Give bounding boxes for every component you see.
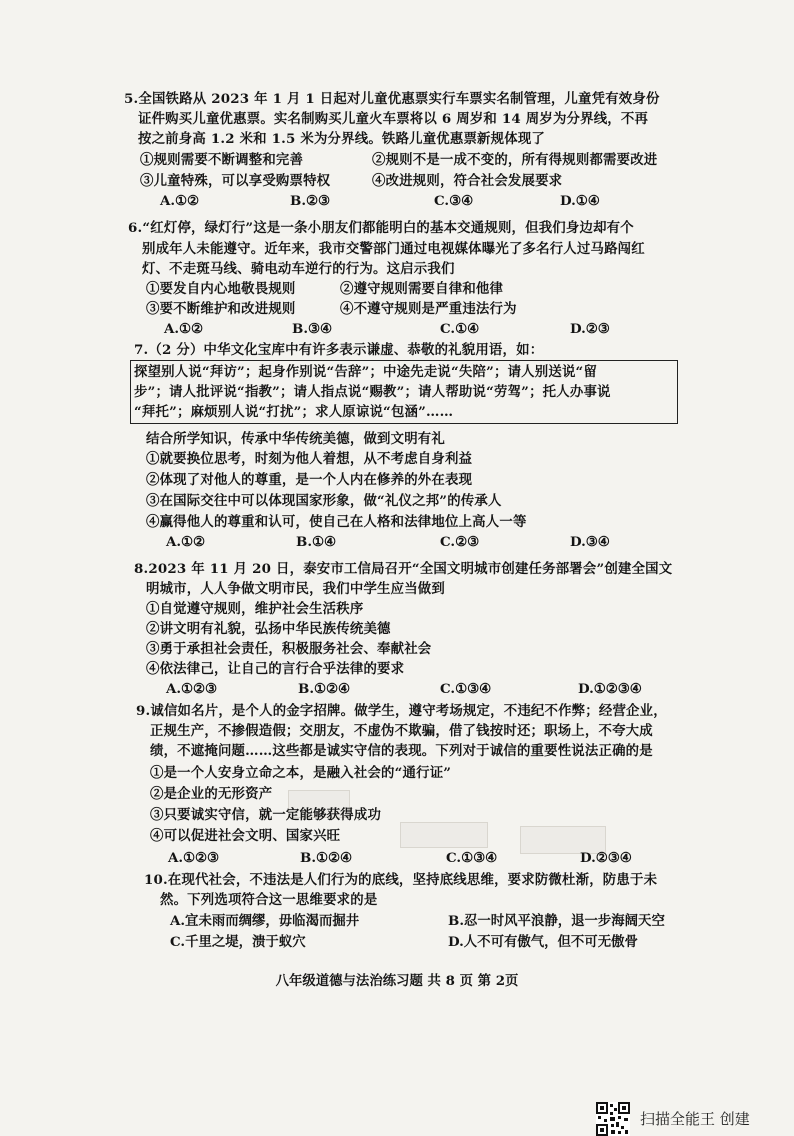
q5-stem-line-3: 按之前身高 1.2 米和 1.5 米为分界线。铁路儿童优惠票新规体现了: [138, 131, 546, 147]
qr-code-icon: [596, 1102, 630, 1136]
q5-item-4: ④改进规则，符合社会发展要求: [372, 173, 563, 189]
q6-choice-c: C.①④: [440, 321, 480, 337]
scanner-watermark-label: 扫描全能王 创建: [640, 1110, 750, 1128]
q8-stem-line-2: 明城市，人人争做文明市民，我们中学生应当做到: [146, 581, 445, 597]
q8-choice-b: B.①②④: [298, 681, 350, 697]
q8-item-3: ③勇于承担社会责任，积极服务社会、奉献社会: [146, 641, 432, 657]
q7-box-line-3: “拜托”；麻烦别人说“打扰”；求人原谅说“包涵”……: [134, 404, 454, 420]
q9-choice-a: A.①②③: [168, 850, 220, 866]
q9-stem-line-2: 正规生产，不掺假造假；交朋友，不虚伪不欺骗，借了钱按时还；职场上，不夸大成: [150, 723, 653, 739]
q9-stem-line-1: 9.诚信如名片，是个人的金字招牌。做学生，遵守考场规定，不违纪不作弊；经营企业，: [136, 703, 667, 719]
page-footer: 八年级道德与法治练习题 共 8 页 第 2页: [275, 973, 519, 989]
q6-choice-d: D.②③: [570, 321, 610, 337]
q5-choice-d: D.①④: [560, 193, 600, 209]
q7-choice-a: A.①②: [166, 534, 206, 550]
q7-stem: 7.（2 分）中华文化宝库中有许多表示谦虚、恭敬的礼貌用语，如：: [134, 342, 544, 358]
q9-stem-line-3: 绩，不遮掩问题……这些都是诚实守信的表现。下列对于诚信的重要性说法正确的是: [150, 743, 653, 759]
q10-choice-c: C.千里之堤，溃于蚁穴: [170, 934, 306, 950]
q7-item-3: ③在国际交往中可以体现国家形象，做“礼仪之邦”的传承人: [146, 493, 502, 509]
q8-item-1: ①自觉遵守规则，维护社会生活秩序: [146, 601, 364, 617]
q9-item-1: ①是一个人安身立命之本，是融入社会的“通行证”: [150, 765, 452, 781]
q8-choice-d: D.①②③④: [578, 681, 642, 697]
q10-choice-a: A.宜未雨而绸缪，毋临渴而掘井: [170, 913, 360, 929]
q6-stem-line-2: 别成年人未能遵守。近年来，我市交警部门通过电视媒体曝光了多名行人过马路闯红: [142, 241, 645, 257]
q7-box-line-2: 步”；请人批评说“指教”；请人指点说“赐教”；请人帮助说“劳驾”；托人办事说: [134, 384, 611, 400]
q7-choice-c: C.②③: [440, 534, 480, 550]
q7-choice-d: D.③④: [570, 534, 610, 550]
q10-stem-line-2: 然。下列选项符合这一思维要求的是: [160, 892, 378, 908]
q6-item-1: ①要发自内心地敬畏规则: [146, 281, 296, 297]
q10-stem-line-1: 10.在现代社会，不违法是人们行为的底线，坚持底线思维，要求防微杜渐，防患于未: [144, 872, 658, 888]
q6-item-4: ④不遵守规则是严重违法行为: [340, 301, 517, 317]
q9-choice-b: B.①②④: [300, 850, 352, 866]
q5-stem-line-1: 5.全国铁路从 2023 年 1 月 1 日起对儿童优惠票实行车票实名制管理，儿童凭有效身份: [124, 91, 660, 107]
q6-stem-line-3: 灯、不走斑马线、骑电动车逆行的行为。这启示我们: [142, 261, 455, 277]
q5-item-1: ①规则需要不断调整和完善: [140, 152, 304, 168]
q10-choice-b: B.忍一时风平浪静，退一步海阔天空: [448, 913, 665, 929]
q9-choice-d: D.②③④: [580, 850, 632, 866]
q7-box-line-1: 探望别人说“拜访”；起身作别说“告辞”；中途先走说“失陪”；请人别送说“留: [134, 364, 598, 380]
q8-item-4: ④依法律己，让自己的言行合乎法律的要求: [146, 661, 405, 677]
q6-choice-b: B.③④: [292, 321, 332, 337]
q5-choice-a: A.①②: [160, 193, 200, 209]
q7-item-4: ④赢得他人的尊重和认可，使自己在人格和法律地位上高人一等: [146, 514, 527, 530]
q7-item-2: ②体现了对他人的尊重，是一个人内在修养的外在表现: [146, 472, 473, 488]
q5-stem-line-2: 证件购买儿童优惠票。实名制购买儿童火车票将以 6 周岁和 14 周岁为分界线，不再: [138, 111, 649, 127]
q8-choice-a: A.①②③: [166, 681, 218, 697]
q7-after: 结合所学知识，传承中华传统美德，做到文明有礼: [146, 431, 445, 447]
q5-choice-c: C.③④: [434, 193, 474, 209]
q5-item-3: ③儿童特殊，可以享受购票特权: [140, 173, 331, 189]
q9-item-4: ④可以促进社会文明、国家兴旺: [150, 828, 341, 844]
q6-stem-line-1: 6.“红灯停，绿灯行”这是一条小朋友们都能明白的基本交通规则，但我们身边却有个: [128, 220, 634, 236]
q6-item-3: ③要不断维护和改进规则: [146, 301, 296, 317]
q7-item-1: ①就要换位思考，时刻为他人着想，从不考虑自身利益: [146, 451, 473, 467]
q5-item-2: ②规则不是一成不变的，所有得规则都需要改进: [372, 152, 658, 168]
q8-stem-line-1: 8.2023 年 11 月 20 日，泰安市工信局召开“全国文明城市创建任务部署会”创建全国文: [134, 561, 673, 577]
q8-item-2: ②讲文明有礼貌，弘扬中华民族传统美德: [146, 621, 391, 637]
q8-choice-c: C.①③④: [440, 681, 492, 697]
q6-item-2: ②遵守规则需要自律和他律: [340, 281, 504, 297]
q7-choice-b: B.①④: [296, 534, 336, 550]
q10-choice-d: D.人不可有傲气，但不可无傲骨: [448, 934, 638, 950]
q9-item-2: ②是企业的无形资产: [150, 786, 273, 802]
q9-choice-c: C.①③④: [446, 850, 498, 866]
q6-choice-a: A.①②: [164, 321, 204, 337]
bleed-through-box: [400, 822, 488, 848]
q5-choice-b: B.②③: [290, 193, 330, 209]
q9-item-3: ③只要诚实守信，就一定能够获得成功: [150, 807, 382, 823]
